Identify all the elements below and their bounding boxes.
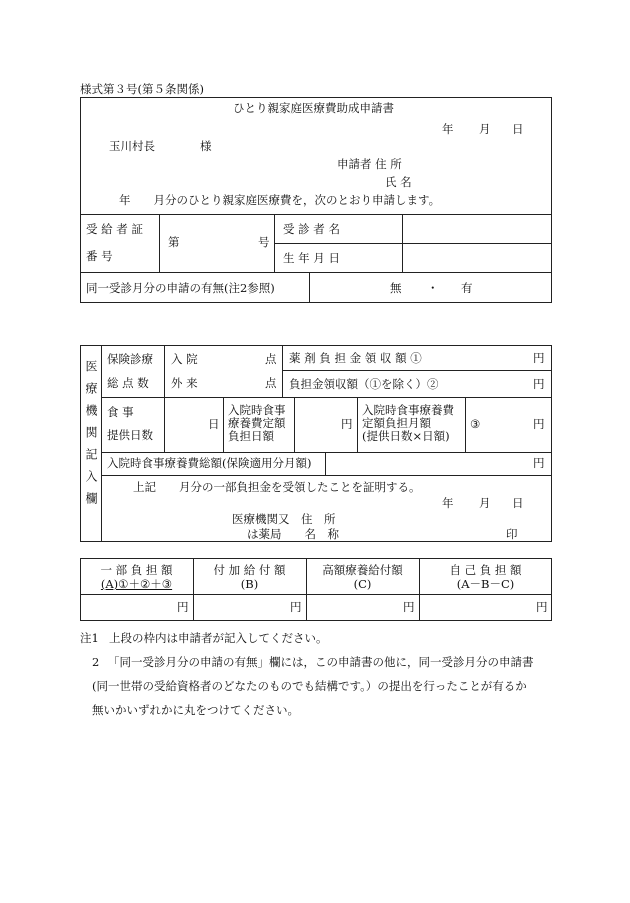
cert-gou: 号 bbox=[258, 235, 270, 249]
institution-name-label: は薬局 名 称 bbox=[247, 527, 339, 541]
summary-header-c-formula: (C) bbox=[353, 577, 372, 591]
inpatient-meal-fixed-label-3: 負担日額 bbox=[228, 429, 274, 443]
date-day: 日 bbox=[512, 122, 524, 136]
divider bbox=[309, 272, 310, 303]
divider bbox=[101, 397, 552, 398]
divider bbox=[274, 214, 275, 272]
divider bbox=[357, 397, 358, 452]
outpatient-label: 外 来 bbox=[171, 376, 198, 390]
honorific: 様 bbox=[200, 139, 212, 153]
institution-address-label: 医療機関又 住 所 bbox=[232, 512, 336, 526]
divider bbox=[223, 397, 224, 452]
divider bbox=[101, 452, 552, 453]
total-points-label: 総 点 数 bbox=[107, 376, 149, 390]
drug-copay-label: 薬 剤 負 担 金 領 収 額 ① bbox=[289, 351, 422, 365]
inpatient-meal-fixed-label: 入院時食事 bbox=[228, 403, 286, 417]
yen-unit: 円 bbox=[533, 417, 545, 431]
day-unit: 日 bbox=[208, 417, 220, 431]
note-1-number: 注1 bbox=[80, 631, 99, 645]
divider bbox=[294, 397, 295, 452]
date-month: 月 bbox=[479, 122, 491, 136]
yen-unit: 円 bbox=[290, 600, 302, 614]
note-2-number: 2 bbox=[92, 655, 100, 669]
inpatient-meal-month-label-2: 定額負担月額 bbox=[362, 416, 431, 430]
meal-days-label-2: 提供日数 bbox=[107, 428, 153, 442]
summary-header-c: 高額療養給付額 bbox=[322, 563, 403, 577]
patient-name-label: 受 診 者 名 bbox=[283, 222, 340, 236]
same-month-yes-option[interactable]: 有 bbox=[461, 281, 473, 295]
summary-header-d: 自 己 負 担 額 bbox=[449, 563, 522, 577]
request-text: 年 月分のひとり親家庭医療費を，次のとおり申請します。 bbox=[119, 193, 441, 207]
yen-unit: 円 bbox=[341, 417, 353, 431]
yen-unit: 円 bbox=[533, 456, 545, 470]
divider bbox=[465, 397, 466, 452]
divider bbox=[402, 214, 403, 272]
summary-header-b-formula: (B) bbox=[240, 577, 259, 591]
recipient-cert-label-2: 番 号 bbox=[86, 249, 113, 263]
yen-unit: 円 bbox=[403, 600, 415, 614]
applicant-address-label: 申請者 住 所 bbox=[337, 157, 402, 171]
inpatient-meal-fixed-label-2: 療養費定額 bbox=[228, 416, 286, 430]
inpatient-meal-month-label: 入院時食事療養費 bbox=[362, 403, 454, 417]
cert-month: 月 bbox=[479, 496, 491, 510]
yen-unit: 円 bbox=[177, 600, 189, 614]
patient-name-field[interactable] bbox=[404, 215, 550, 242]
cert-year: 年 bbox=[442, 496, 454, 510]
note-2-text-3: 無いかいずれかに丸をつけてください。 bbox=[92, 703, 299, 717]
form-title: ひとり親家庭医療費助成申請書 bbox=[233, 101, 394, 115]
divider bbox=[101, 345, 102, 542]
copay-label: 負担金領収額（①を除く）② bbox=[289, 377, 439, 391]
divider bbox=[101, 475, 552, 476]
yen-unit: 円 bbox=[536, 600, 548, 614]
note-2-text-2: (同一世帯の受給資格者のどなたのものでも結構です。）の提出を行ったことが有るか bbox=[92, 679, 527, 693]
same-month-separator: ・ bbox=[427, 281, 439, 295]
divider bbox=[164, 397, 165, 452]
divider bbox=[282, 345, 283, 397]
divider bbox=[80, 272, 552, 273]
inpatient-meal-month-label-3: (提供日数×日額) bbox=[362, 429, 450, 443]
inpatient-label: 入 院 bbox=[171, 352, 198, 366]
divider bbox=[80, 594, 552, 595]
cert-dai: 第 bbox=[168, 235, 180, 249]
divider bbox=[282, 370, 552, 371]
summary-header-a-formula: (A)①＋②＋③ bbox=[100, 577, 173, 591]
recipient-cert-label: 受 給 者 証 bbox=[86, 222, 143, 236]
meal-days-label: 食 事 bbox=[107, 405, 134, 419]
meal-total-label: 入院時食事療養費総額(保険適用分月額) bbox=[107, 456, 312, 470]
divider bbox=[159, 214, 160, 272]
summary-header-d-formula: (A－B－C) bbox=[456, 577, 515, 591]
note-1-text: 上段の枠内は申請者が記入してください。 bbox=[109, 631, 328, 645]
insurance-points-label: 保険診療 bbox=[107, 352, 153, 366]
certify-text: 上記 月分の一部負担金を受領したことを証明する。 bbox=[133, 480, 421, 494]
birth-date-label: 生 年 月 日 bbox=[283, 251, 340, 265]
points-unit: 点 bbox=[265, 376, 277, 390]
note-2-text: 「同一受診月分の申請の有無」欄には，この申請書の他に，同一受診月分の申請書 bbox=[108, 655, 534, 669]
yen-unit: 円 bbox=[533, 351, 545, 365]
same-month-label: 同一受診月分の申請の有無(注2参照) bbox=[86, 281, 275, 295]
divider bbox=[325, 452, 326, 475]
same-month-none-option[interactable]: 無 bbox=[390, 281, 402, 295]
summary-header-b: 付 加 給 付 額 bbox=[213, 563, 286, 577]
form-label: 様式第３号(第５条関係) bbox=[80, 82, 204, 96]
cert-day: 日 bbox=[512, 496, 524, 510]
medical-side-label: 医療機関記入欄 bbox=[84, 360, 98, 514]
circle-three: ③ bbox=[470, 417, 481, 431]
birth-date-field[interactable] bbox=[404, 244, 550, 271]
applicant-name-label: 氏 名 bbox=[385, 175, 412, 189]
yen-unit: 円 bbox=[533, 377, 545, 391]
date-year: 年 bbox=[442, 122, 454, 136]
addressee: 玉川村長 bbox=[109, 139, 155, 153]
summary-header-a: 一 部 負 担 額 bbox=[100, 563, 173, 577]
points-unit: 点 bbox=[265, 352, 277, 366]
divider bbox=[164, 345, 165, 397]
seal-mark: 印 bbox=[506, 527, 518, 541]
